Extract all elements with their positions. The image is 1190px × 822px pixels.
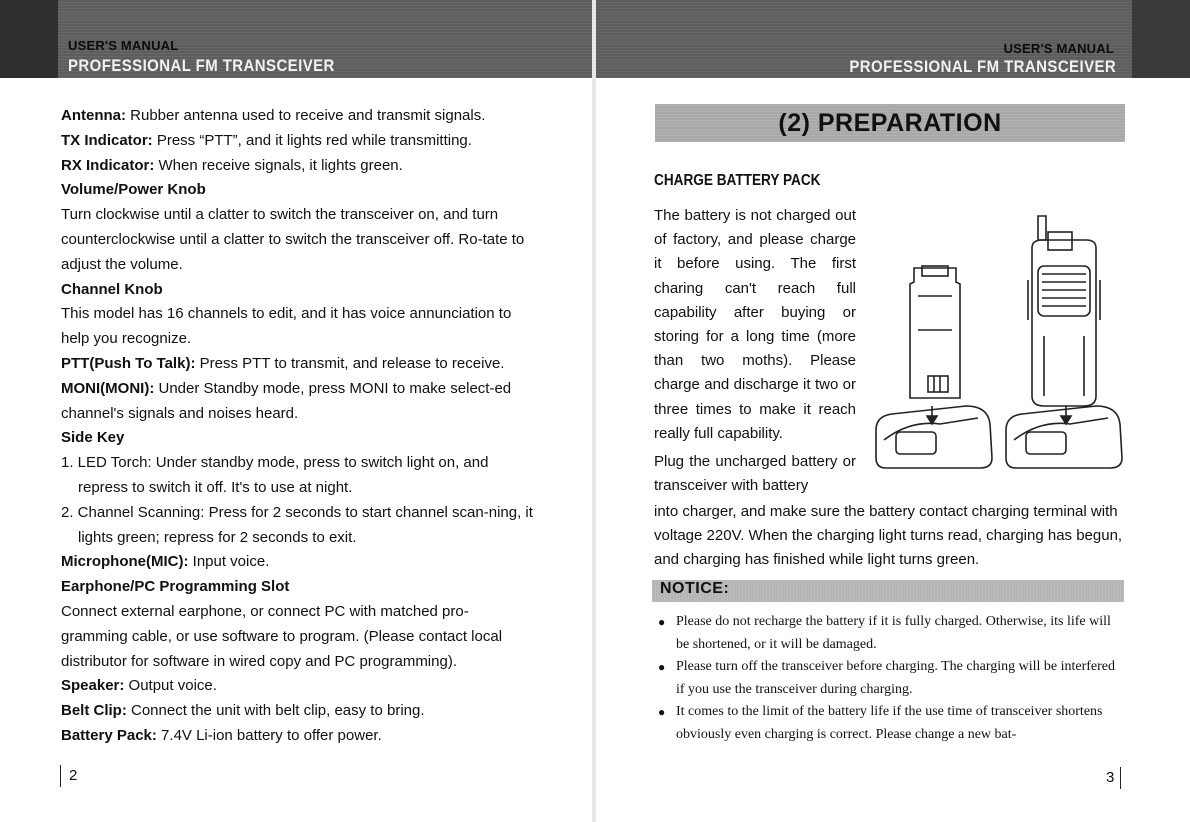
manual-item-term: Volume/Power Knob [61, 181, 206, 199]
plug-paragraph-continued [654, 500, 1124, 573]
manual-item-term: TX Indicator: [61, 131, 153, 149]
manual-item [61, 302, 533, 352]
manual-item [61, 600, 533, 674]
page-number-left: 2 [60, 765, 77, 787]
manual-item-text: Press “PTT”, and it lights red while transmitting. [152, 131, 472, 149]
manual-item [61, 724, 533, 749]
right-page-header [596, 0, 1190, 78]
header-stripe [1132, 0, 1190, 78]
manual-item [61, 426, 533, 451]
manual-item-term: Battery Pack: [61, 726, 157, 744]
subsection-title: CHARGE BATTERY PACK [654, 172, 821, 189]
notice-text: Please do not recharge the battery if it is fully charged. Otherwise, its life will be shortened, or it will be damaged. [676, 614, 1111, 652]
manual-item-text: Connect the unit with belt clip, easy to bring. [126, 702, 425, 720]
notice-item [654, 701, 1124, 746]
charger-illustration [870, 210, 1126, 476]
bullet-icon: ● [658, 660, 666, 674]
plug-paragraph-start: Plug the uncharged battery or transceiver with battery [654, 453, 856, 495]
manual-item-text: When receive signals, it lights green. [154, 156, 403, 174]
book-gutter [592, 0, 596, 822]
section-title-bar [655, 104, 1125, 142]
manual-item-text: Input voice. [188, 553, 270, 571]
manual-item [61, 674, 533, 699]
left-page-header [0, 0, 592, 78]
manual-item [61, 377, 533, 427]
manual-item-term: Channel Knob [61, 280, 163, 298]
charge-paragraph [654, 204, 856, 498]
manual-item [61, 699, 533, 724]
manual-item-term: Earphone/PC Programming Slot [61, 578, 290, 596]
notice-label: NOTICE: [660, 580, 730, 597]
manual-item-text: This model has 16 channels to edit, and it has voice annunciation to help you recognize. [61, 305, 512, 348]
manual-item [61, 104, 533, 129]
manual-item-text: Connect external earphone, or connect PC with matched pro-gramming cable, or use software to program. (Please contact local distributor for software in wired copy and PC programming). [61, 602, 503, 670]
left-page-body [61, 104, 533, 749]
manual-item [61, 154, 533, 179]
manual-item-text: 1. LED Torch: Under standby mode, press to switch light on, and repress to switch it off. It's to use at night. [61, 454, 489, 496]
manual-item-text: 7.4V Li-ion battery to offer power. [156, 726, 382, 744]
manual-item [61, 203, 533, 277]
notice-item [654, 611, 1124, 656]
manual-item-term: Microphone(MIC): [61, 553, 189, 571]
header-big-title: PROFESSIONAL FM TRANSCEIVER [68, 56, 335, 75]
charge-paragraph-text: The battery is not charged out of factory, and please charge it before using. The first charing can't reach full capability after buying or storing for a long time (more than two moths). Please charge and discharge it two or three times to make it reach really full capability. [654, 207, 856, 442]
manual-item [61, 352, 533, 377]
header-stripe [0, 0, 58, 78]
manual-item-term: MONI(MONI): [61, 379, 155, 397]
section-title: (2) PREPARATION [778, 109, 1002, 137]
manual-item-term: PTT(Push To Talk): [61, 354, 196, 372]
header-small-title: USER'S MANUAL [1003, 41, 1114, 56]
manual-item [61, 575, 533, 600]
notice-list [654, 611, 1124, 746]
manual-item-text: Turn clockwise until a clatter to switch the transceiver on, and turn counterclockwise until a clatter to switch the transceiver off. Ro-tate to adjust the volume. [61, 206, 525, 273]
bullet-icon: ● [658, 615, 666, 629]
manual-item [61, 451, 533, 501]
bullet-icon: ● [658, 705, 666, 719]
manual-item-text: Under Standby mode, press MONI to make select-ed channel's signals and noises heard. [61, 379, 512, 422]
header-small-title: USER'S MANUAL [68, 38, 179, 53]
manual-item [61, 278, 533, 303]
header-big-title: PROFESSIONAL FM TRANSCEIVER [849, 57, 1116, 76]
manual-item-term: Antenna: [61, 107, 126, 124]
manual-item-term: Belt Clip: [61, 702, 127, 720]
page-number-right: 3 [1106, 767, 1121, 789]
manual-item-text: Output voice. [124, 677, 217, 695]
plug-paragraph-text: into charger, and make sure the battery contact charging terminal with voltage 220V. When the charging light turns read, charging has begun, and charging has finished while light turns green. [654, 503, 1123, 569]
manual-item [61, 550, 533, 575]
manual-item-term: Side Key [61, 429, 125, 447]
manual-item [61, 129, 533, 154]
manual-item [61, 501, 533, 551]
notice-text: It comes to the limit of the battery life if the use time of transceiver shortens obviously even charging is correct. Please change a new bat- [676, 704, 1103, 742]
manual-item-term: RX Indicator: [61, 156, 155, 174]
notice-item [654, 656, 1124, 701]
manual-item-term: Speaker: [61, 677, 125, 695]
notice-text: Please turn off the transceiver before charging. The charging will be interfered if you use the transceiver during charging. [676, 659, 1116, 697]
manual-item [61, 178, 533, 203]
manual-item-text: Press PTT to transmit, and release to receive. [195, 354, 505, 372]
notice-bar [652, 580, 1124, 602]
manual-item-text: 2. Channel Scanning: Press for 2 seconds to start channel scan-ning, it lights green; repress for 2 seconds to exit. [61, 503, 533, 546]
manual-item-text: Rubber antenna used to receive and transmit signals. [126, 107, 486, 124]
